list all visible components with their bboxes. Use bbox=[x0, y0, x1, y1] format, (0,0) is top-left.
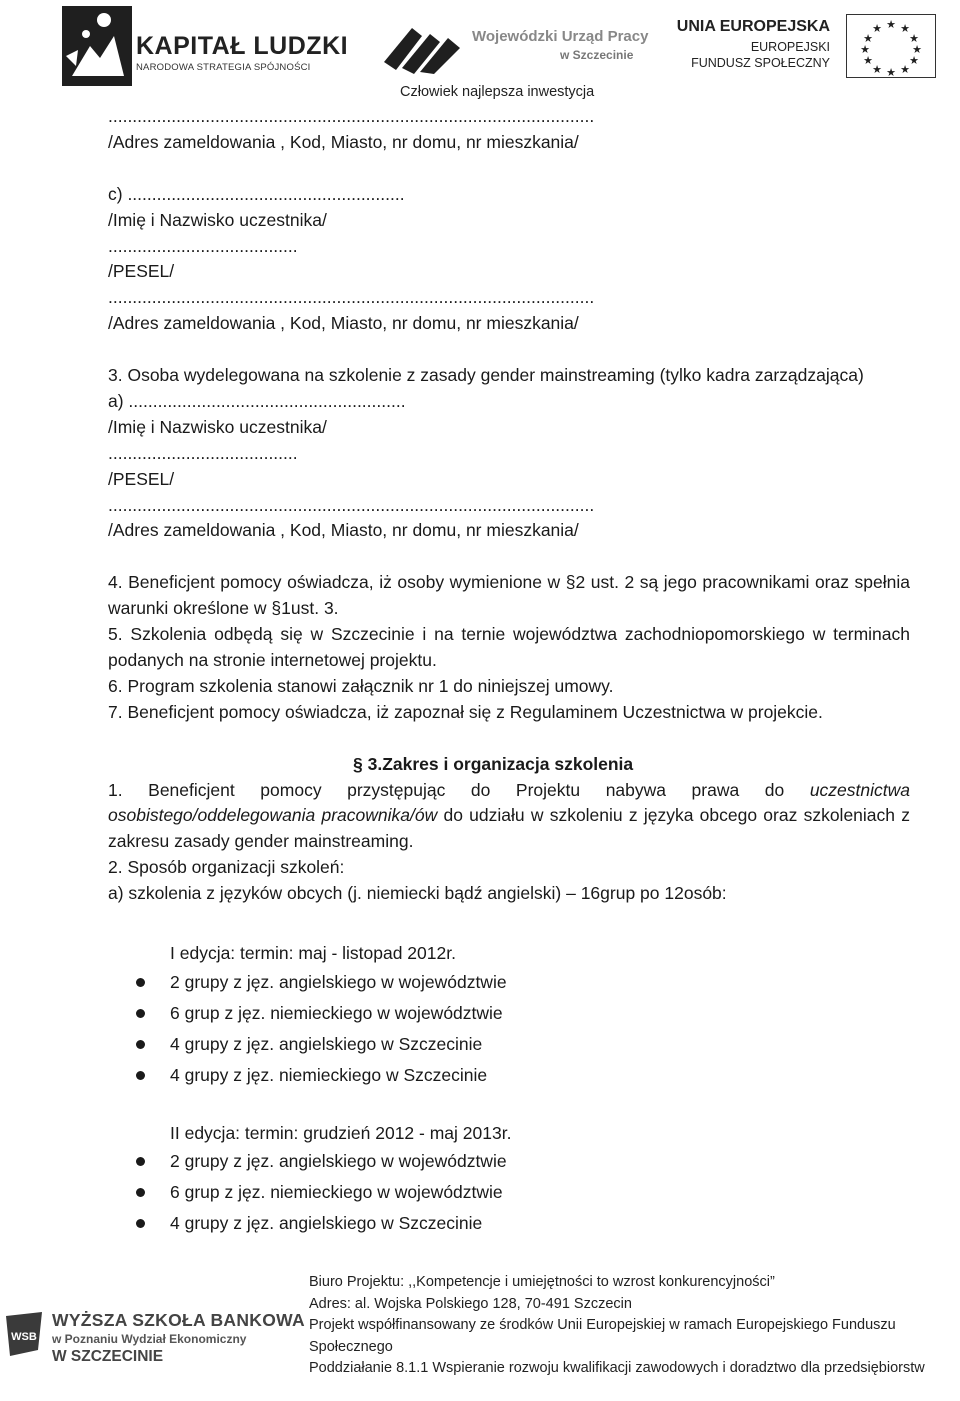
address-caption: /Adres zameldowania , Kod, Miasto, nr domu, nr mieszkania/ bbox=[108, 131, 579, 152]
page-footer bbox=[0, 1270, 960, 1401]
project-funding: Projekt współfinansowany ze środków Unii Europejskiej w ramach Europejskiego Funduszu Społecznego bbox=[309, 1317, 896, 1355]
paragraph-3: 3. Osoba wydelegowana na szkolenie z zasady gender mainstreaming (tylko kadra zarządzająca) bbox=[108, 365, 864, 386]
edition-2-heading: II edycja: termin: grudzień 2012 - maj 2013r. bbox=[170, 1122, 512, 1143]
address-caption: /Adres zameldowania , Kod, Miasto, nr domu, nr mieszkania/ bbox=[108, 520, 579, 541]
project-address: Adres: al. Wojska Polskiego 128, 70-491 Szczecin bbox=[309, 1295, 632, 1312]
svg-text:★: ★ bbox=[860, 44, 870, 56]
dotted-line: ....................................... bbox=[108, 235, 298, 256]
svg-text:★: ★ bbox=[872, 23, 882, 35]
svg-text:★: ★ bbox=[900, 23, 910, 35]
eu-flag-icon bbox=[846, 14, 936, 78]
pesel-caption: /PESEL/ bbox=[108, 261, 175, 282]
kapital-ludzki-logo bbox=[62, 6, 349, 86]
section-paragraph-2: 2. Sposób organizacji szkoleń: bbox=[108, 857, 345, 878]
section-paragraph-1-start: 1. Beneficjent pomocy przystępując do Projektu nabywa prawa do bbox=[108, 779, 810, 800]
dotted-line: ....................................... bbox=[108, 442, 298, 463]
wsb-mark-text: WSB bbox=[11, 1331, 37, 1343]
edition-2-list bbox=[170, 1146, 910, 1239]
list-item: 6 grup z jęz. niemieckiego w województwie bbox=[170, 1177, 910, 1208]
participant-a-line: a) ......................................................... bbox=[108, 390, 406, 411]
list-item: 2 grupy z jęz. angielskiego w województwie bbox=[170, 1146, 910, 1177]
wsb-city: W SZCZECINIE bbox=[52, 1348, 164, 1365]
edition-1-list bbox=[170, 967, 910, 1091]
svg-text:★: ★ bbox=[909, 55, 919, 67]
page-header bbox=[0, 0, 960, 110]
svg-text:★: ★ bbox=[886, 19, 896, 31]
slogan: Człowiek najlepsza inwestycja bbox=[400, 84, 595, 100]
svg-text:★: ★ bbox=[886, 67, 896, 78]
wsb-title: WYŻSZA SZKOŁA BANKOWA bbox=[52, 1310, 305, 1330]
section-paragraph-1-italic: uczestnictwa osobistego/oddelegowania pracownika/ów bbox=[108, 779, 910, 826]
name-caption: /Imię i Nazwisko uczestnika/ bbox=[108, 209, 327, 230]
list-item: 6 grup z jęz. niemieckiego w województwie bbox=[170, 998, 910, 1029]
kapital-ludzki-emblem-icon bbox=[62, 6, 132, 86]
kapital-ludzki-subtitle: NARODOWA STRATEGIA SPÓJNOŚCI bbox=[136, 62, 311, 73]
eu-title: UNIA EUROPEJSKA bbox=[676, 18, 830, 35]
participant-c-line: c) ......................................................... bbox=[108, 183, 405, 204]
address-caption: /Adres zameldowania , Kod, Miasto, nr domu, nr mieszkania/ bbox=[108, 313, 579, 334]
document-body bbox=[108, 104, 910, 1239]
dotted-line: .................................................................................................... bbox=[108, 494, 595, 515]
wup-emblem-icon bbox=[382, 22, 464, 74]
svg-text:★: ★ bbox=[863, 55, 873, 67]
svg-text:★: ★ bbox=[872, 64, 882, 76]
eu-fund-line2: FUNDUSZ SPOŁECZNY bbox=[691, 56, 830, 70]
svg-text:★: ★ bbox=[900, 64, 910, 76]
paragraph-7: 7. Beneficjent pomocy oświadcza, iż zapoznał się z Regulaminem Uczestnictwa w projekcie. bbox=[108, 701, 823, 722]
paragraph-6: 6. Program szkolenia stanowi załącznik nr 1 do niniejszej umowy. bbox=[108, 675, 614, 696]
eu-fund-line1: EUROPEJSKI bbox=[750, 40, 830, 54]
section-heading: § 3.Zakres i organizacja szkolenia bbox=[353, 753, 634, 774]
paragraph-5: 5. Szkolenia odbędą się w Szczecinie i na ternie województwa zachodniopomorskiego w terminach podanych na stronie internetowej projektu. bbox=[108, 624, 910, 670]
svg-text:★: ★ bbox=[863, 33, 873, 45]
section-paragraph-2a: a) szkolenia z języków obcych (j. niemiecki bądź angielski) – 16grup po 12osób: bbox=[108, 883, 727, 904]
edition-1-heading: I edycja: termin: maj - listopad 2012r. bbox=[170, 943, 456, 964]
wsb-emblem-icon bbox=[2, 1310, 46, 1358]
dotted-line: .................................................................................................... bbox=[108, 287, 595, 308]
wsb-faculty: w Poznaniu Wydział Ekonomiczny bbox=[52, 1332, 247, 1346]
project-info bbox=[309, 1272, 949, 1380]
svg-text:★: ★ bbox=[912, 44, 922, 56]
list-item: 4 grupy z jęz. niemieckiego w Szczecinie bbox=[170, 1060, 910, 1091]
project-subaction: Poddziałanie 8.1.1 Wspieranie rozwoju kwalifikacji zawodowych i doradztwo dla przedsiębiorstw bbox=[309, 1360, 925, 1376]
pesel-caption: /PESEL/ bbox=[108, 468, 175, 489]
list-item: 2 grupy z jęz. angielskiego w województwie bbox=[170, 967, 910, 998]
eu-logo bbox=[676, 14, 948, 78]
dotted-line: .................................................................................................... bbox=[108, 106, 595, 126]
paragraph-4: 4. Beneficjent pomocy oświadcza, iż osoby wymienione w §2 ust. 2 są jego pracownikami oraz spełnia warunki określone w §1ust. 3. bbox=[108, 572, 910, 619]
wup-logo bbox=[382, 18, 649, 78]
section-paragraph-1-end: do udziału w szkoleniu z języka obcego oraz szkoleniach z zakresu zasady gender mainstreaming. bbox=[108, 805, 910, 852]
svg-text:★: ★ bbox=[909, 33, 919, 45]
wup-title: Wojewódzki Urząd Pracy bbox=[472, 28, 649, 45]
section-paragraph-1 bbox=[108, 778, 910, 856]
list-item: 4 grupy z jęz. angielskiego w Szczecinie bbox=[170, 1208, 910, 1239]
wup-city: w Szczecinie bbox=[560, 48, 634, 62]
project-office: Biuro Projektu: ,,Kompetencje i umiejętności to wzrost konkurencyjności” bbox=[309, 1274, 775, 1290]
kapital-ludzki-title: KAPITAŁ LUDZKI bbox=[136, 32, 349, 60]
name-caption: /Imię i Nazwisko uczestnika/ bbox=[108, 416, 327, 437]
list-item: 4 grupy z jęz. angielskiego w Szczecinie bbox=[170, 1029, 910, 1060]
